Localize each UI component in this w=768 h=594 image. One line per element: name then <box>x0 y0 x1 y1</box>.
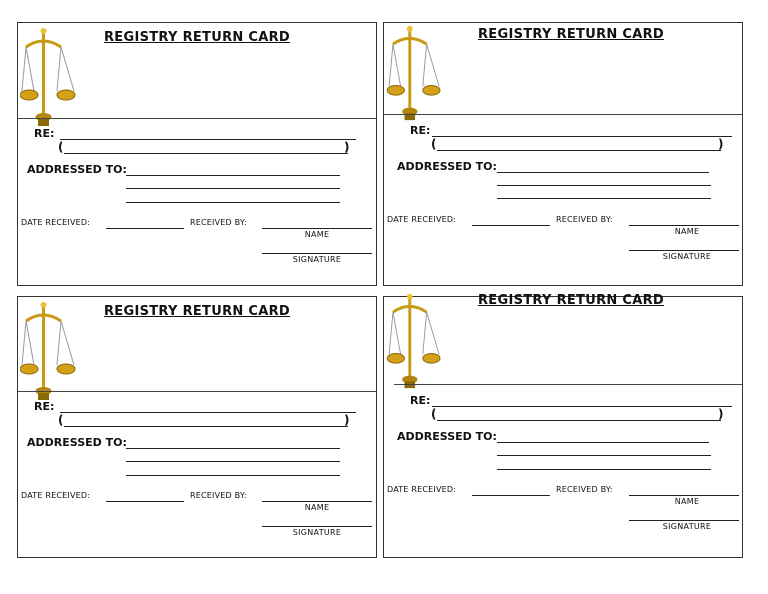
date-received-label: DATE RECEIVED: <box>387 215 457 224</box>
re-line <box>432 136 732 137</box>
paren-open: ( <box>58 140 64 154</box>
address-line-3 <box>497 469 711 470</box>
re-label: RE: <box>34 400 55 413</box>
scales-of-justice-icon <box>386 23 448 123</box>
re-line <box>60 412 356 413</box>
received-by-line <box>629 495 739 496</box>
address-line-1 <box>126 175 340 176</box>
card-title: REGISTRY RETURN CARD <box>478 27 665 42</box>
registry-card-4 <box>383 293 743 558</box>
card-title: REGISTRY RETURN CARD <box>104 304 291 319</box>
address-line-2 <box>497 455 711 456</box>
address-line-1 <box>497 442 709 443</box>
header-divider <box>384 114 742 115</box>
paren-open: ( <box>431 137 437 151</box>
re-label: RE: <box>34 127 55 140</box>
header-divider <box>394 384 742 385</box>
re-label: RE: <box>410 394 431 407</box>
signature-line <box>262 253 372 254</box>
received-by-label: RECEIVED BY: <box>190 491 247 500</box>
date-received-label: DATE RECEIVED: <box>21 491 91 500</box>
header-divider <box>18 118 376 119</box>
signature-line <box>629 250 739 251</box>
address-line-3 <box>497 198 711 199</box>
name-caption: NAME <box>674 497 700 506</box>
name-caption: NAME <box>304 230 330 239</box>
name-caption: NAME <box>674 227 700 236</box>
paren-open: ( <box>431 407 437 421</box>
received-by-line <box>262 228 372 229</box>
date-received-label: DATE RECEIVED: <box>387 485 457 494</box>
paren-close: ) <box>718 407 724 421</box>
signature-line <box>629 520 739 521</box>
received-by-line <box>629 225 739 226</box>
received-by-label: RECEIVED BY: <box>556 215 613 224</box>
re-sub-line <box>64 426 348 427</box>
re-sub-line <box>437 150 721 151</box>
signature-line <box>262 526 372 527</box>
card-title: REGISTRY RETURN CARD <box>104 30 291 45</box>
registry-card-2 <box>383 22 743 286</box>
name-caption: NAME <box>304 503 330 512</box>
signature-caption: SIGNATURE <box>292 528 342 537</box>
signature-caption: SIGNATURE <box>662 522 712 531</box>
address-line-1 <box>126 448 340 449</box>
scales-of-justice-icon <box>20 299 82 403</box>
addressed-to-label: ADDRESSED TO: <box>27 436 127 449</box>
registry-card-1 <box>17 22 377 286</box>
address-line-2 <box>497 185 711 186</box>
re-label: RE: <box>410 124 431 137</box>
address-line-2 <box>126 188 340 189</box>
date-received-line <box>472 495 550 496</box>
date-received-line <box>106 228 184 229</box>
header-divider <box>18 391 376 392</box>
re-sub-line <box>437 420 721 421</box>
scales-of-justice-icon <box>20 25 82 129</box>
registry-card-3 <box>17 296 377 558</box>
date-received-line <box>106 501 184 502</box>
paren-close: ) <box>344 140 350 154</box>
received-by-label: RECEIVED BY: <box>190 218 247 227</box>
addressed-to-label: ADDRESSED TO: <box>27 163 127 176</box>
paren-close: ) <box>718 137 724 151</box>
address-line-2 <box>126 461 340 462</box>
signature-caption: SIGNATURE <box>292 255 342 264</box>
received-by-line <box>262 501 372 502</box>
re-line <box>432 406 732 407</box>
date-received-label: DATE RECEIVED: <box>21 218 91 227</box>
signature-caption: SIGNATURE <box>662 252 712 261</box>
paren-close: ) <box>344 413 350 427</box>
addressed-to-label: ADDRESSED TO: <box>397 160 497 173</box>
re-line <box>60 139 356 140</box>
card-title: REGISTRY RETURN CARD <box>478 293 665 308</box>
addressed-to-label: ADDRESSED TO: <box>397 430 497 443</box>
re-sub-line <box>64 153 348 154</box>
address-line-3 <box>126 475 340 476</box>
address-line-1 <box>497 172 709 173</box>
date-received-line <box>472 225 550 226</box>
paren-open: ( <box>58 413 64 427</box>
address-line-3 <box>126 202 340 203</box>
received-by-label: RECEIVED BY: <box>556 485 613 494</box>
scales-of-justice-icon <box>386 291 448 391</box>
